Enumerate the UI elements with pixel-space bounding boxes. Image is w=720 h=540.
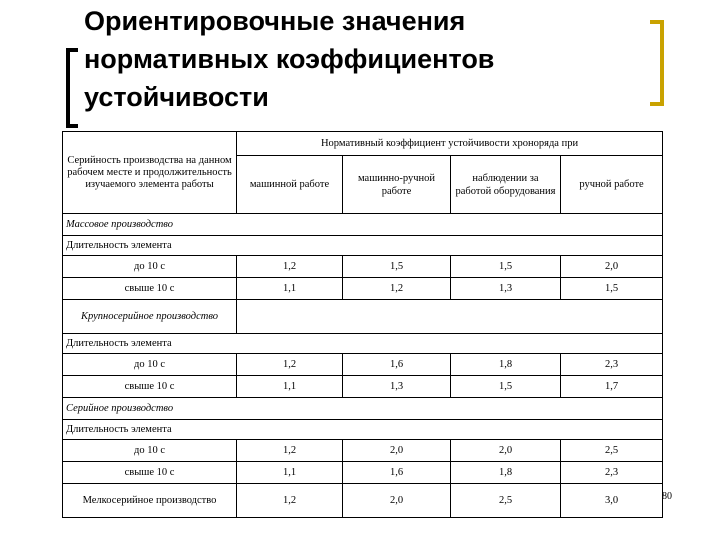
row-label: до 10 с [63, 256, 237, 278]
value-cell: 1,5 [451, 376, 561, 398]
slide-title [84, 2, 494, 116]
value-cell: 2,0 [561, 256, 663, 278]
table-row [63, 376, 663, 398]
value-cell: 1,1 [237, 278, 343, 300]
coefficients-table [62, 131, 663, 518]
slide-title-block [0, 0, 720, 130]
row-label: свыше 10 с [63, 278, 237, 300]
value-cell: 2,5 [451, 484, 561, 518]
header-series-cell: Серийность производства на данном рабочем месте и продолжительность изучаемого элемента работы [63, 132, 237, 214]
duration-label: Длительность элемента [63, 334, 663, 354]
value-cell: 1,2 [237, 354, 343, 376]
left-bracket-decoration [66, 48, 78, 128]
section-batch-production: Серийное производство [63, 398, 663, 420]
row-label: до 10 с [63, 440, 237, 462]
value-cell: 1,6 [343, 462, 451, 484]
value-cell: 1,3 [343, 376, 451, 398]
value-cell: 2,3 [561, 354, 663, 376]
value-cell: 2,0 [343, 440, 451, 462]
value-cell: 2,0 [343, 484, 451, 518]
value-cell: 2,0 [451, 440, 561, 462]
column-header-manual: ручной работе [561, 156, 663, 214]
empty-cell [237, 300, 663, 334]
header-main-cell: Нормативный коэффициент устойчивости хроноряда при [237, 132, 663, 156]
value-cell: 2,5 [561, 440, 663, 462]
value-cell: 2,3 [561, 462, 663, 484]
table-row [63, 462, 663, 484]
table-row [63, 440, 663, 462]
title-line-1: Ориентировочные значения [84, 6, 466, 36]
table-row [63, 484, 663, 518]
section-row [63, 398, 663, 420]
section-row [63, 300, 663, 334]
section-large-batch-production: Крупносерийное производство [63, 300, 237, 334]
value-cell: 1,6 [343, 354, 451, 376]
row-label: свыше 10 с [63, 376, 237, 398]
value-cell: 1,5 [343, 256, 451, 278]
duration-label: Длительность элемента [63, 236, 663, 256]
column-header-monitoring: наблюдении за работой оборудования [451, 156, 561, 214]
value-cell: 1,3 [451, 278, 561, 300]
table-row [63, 278, 663, 300]
value-cell: 1,5 [561, 278, 663, 300]
value-cell: 1,5 [451, 256, 561, 278]
page-number: 80 [662, 491, 672, 502]
value-cell: 1,2 [237, 484, 343, 518]
title-line-3: устойчивости [84, 82, 269, 112]
column-header-machine: машинной работе [237, 156, 343, 214]
title-line-2: нормативных коэффициентов [84, 44, 495, 74]
value-cell: 1,8 [451, 354, 561, 376]
value-cell: 1,1 [237, 462, 343, 484]
column-header-machine-manual: машинно-ручной работе [343, 156, 451, 214]
table-row [63, 354, 663, 376]
row-label-small-batch: Мелкосерийное производство [63, 484, 237, 518]
section-mass-production: Массовое производство [63, 214, 663, 236]
value-cell: 1,2 [237, 256, 343, 278]
value-cell: 1,8 [451, 462, 561, 484]
value-cell: 3,0 [561, 484, 663, 518]
table-header-row [63, 132, 663, 156]
row-label: свыше 10 с [63, 462, 237, 484]
value-cell: 1,2 [237, 440, 343, 462]
row-label: до 10 с [63, 354, 237, 376]
value-cell: 1,2 [343, 278, 451, 300]
table-row [63, 256, 663, 278]
value-cell: 1,7 [561, 376, 663, 398]
value-cell: 1,1 [237, 376, 343, 398]
duration-label: Длительность элемента [63, 420, 663, 440]
duration-row [63, 236, 663, 256]
section-row [63, 214, 663, 236]
right-bracket-decoration [650, 20, 664, 106]
duration-row [63, 334, 663, 354]
duration-row [63, 420, 663, 440]
